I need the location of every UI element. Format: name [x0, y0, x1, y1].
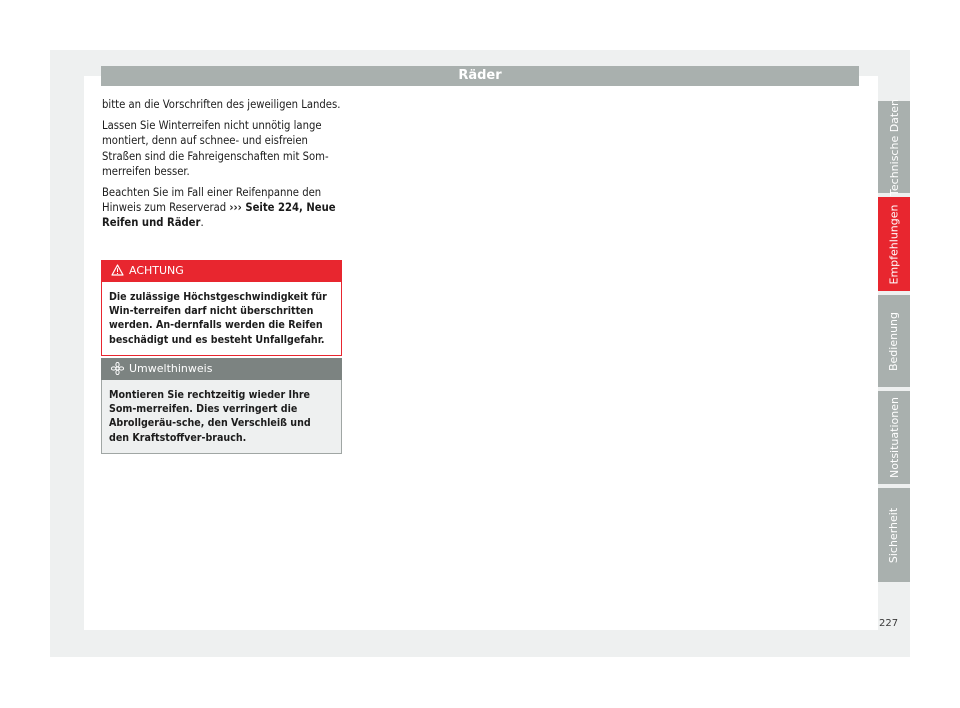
tab-label: Empfehlungen — [887, 204, 901, 284]
flower-icon — [111, 362, 124, 375]
paragraph-2: Lassen Sie Winterreifen nicht unnötig lange montiert, denn auf schnee- und eisfreien Straßen sind die Fahreigenschaften mit Som-merreifen besser. — [102, 119, 329, 178]
tab-empfehlungen[interactable] — [878, 197, 910, 291]
paragraph-3-text: Beachten Sie im Fall einer Reifenpanne den Hinweis zum Reserverad — [102, 186, 322, 215]
warning-label: ACHTUNG — [129, 264, 184, 277]
warning-triangle-icon — [111, 264, 124, 276]
page-number: 227 — [879, 618, 899, 629]
paragraph-3 — [102, 185, 342, 231]
paragraph-1: bitte an die Vorschriften des jeweiligen Landes. — [102, 98, 341, 111]
warning-bar — [101, 260, 342, 282]
environment-box — [101, 358, 342, 454]
tab-label: Technische Daten — [887, 98, 901, 196]
tab-label: Bedienung — [887, 311, 901, 371]
warning-box — [101, 260, 342, 356]
tab-notsituationen[interactable] — [878, 391, 910, 484]
paragraph-3-end: . — [200, 216, 204, 230]
arrows-icon: ››› — [229, 201, 242, 215]
environment-bar — [101, 358, 342, 380]
tab-technische-daten[interactable] — [878, 98, 910, 196]
main-text-column — [102, 97, 342, 237]
tab-bedienung[interactable] — [878, 295, 910, 387]
warning-text: Die zulässige Höchstgeschwindigkeit für Win-terreifen darf nicht überschritten werden. An-dernfalls werden die Reifen beschädigt und es besteht Unfallgefahr. — [109, 291, 327, 346]
environment-label: Umwelthinweis — [129, 362, 213, 375]
page-reference-link[interactable]: Seite 224, Neue Reifen und Räder — [102, 201, 336, 230]
page-header: Räder — [101, 66, 859, 86]
tab-sicherheit[interactable] — [878, 488, 910, 582]
environment-text: Montieren Sie rechtzeitig wieder Ihre Som-merreifen. Dies verringert die Abrollgeräu-sche, den Verschleiß und den Kraftstoffver-brauch. — [102, 380, 341, 453]
tab-label: Notsituationen — [887, 397, 901, 478]
tab-label: Sicherheit — [887, 507, 901, 563]
